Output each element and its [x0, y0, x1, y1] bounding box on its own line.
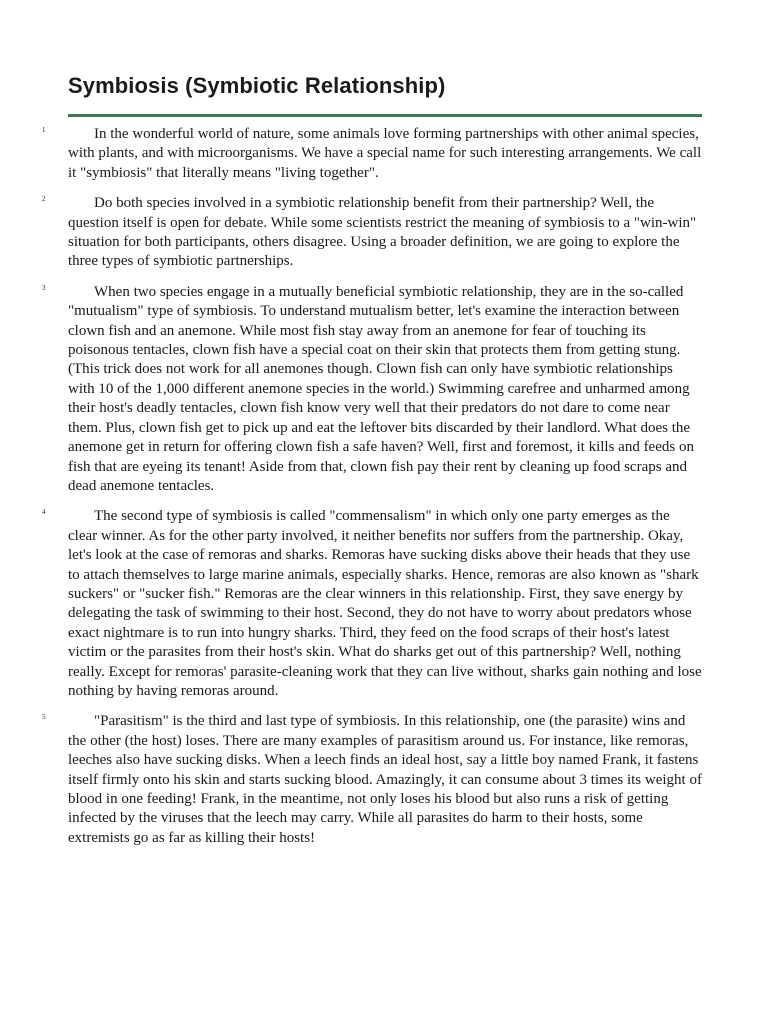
paragraph-1 [42, 125, 702, 183]
paragraph-text: In the wonderful world of nature, some animals love forming partnerships with other animal species, with plants, and with microorganisms. We have a special name for such interesting arrangements. We call it "symbiosis" that literally means "living together". [68, 126, 702, 181]
paragraph-number: 1 [42, 126, 46, 134]
paragraph-number: 5 [42, 713, 46, 722]
paragraph-number: 4 [42, 508, 46, 517]
paragraph-number: 2 [42, 195, 46, 204]
title-divider [68, 114, 702, 117]
paragraph-3 [42, 283, 702, 496]
paragraph-2 [42, 194, 702, 272]
paragraph-text: Do both species involved in a symbiotic relationship benefit from their partnership? Well, the question itself is open for debate. While some scientists restrict the meaning of symbiosis to a "win-win" situation for both participants, others disagree. Using a broader definition, we are going to explore the three types of symbiotic partnerships. [68, 195, 697, 270]
paragraph-text: When two species engage in a mutually beneficial symbiotic relationship, they are in the so-called "mutualism" type of symbiosis. To understand mutualism better, let's examine the interaction between clown fish and an anemone. While most fish stay away from an anemone for fear of touching its poisonous tentacles, clown fish have a special coat on their skin that protects them from getting stung. (This trick does not work for all anemones though. Clown fish can only have symbiotic relationships with 10 of the 1,000 different anemone species in the world.) Swimming carefree and unharmed among their host's deadly tentacles, clown fish know very well that their predators do not dare to come near them. Plus, clown fish get to pick up and eat the leftover bits discarded by their landlord. What does the anemone get in return for offering clown fish a safe haven? Well, first and foremost, it kills and feeds on fish that are eyeing its tenant! Aside from that, clown fish pay their rent by cleaning up food scraps and dead anemone tentacles. [68, 283, 694, 494]
document-title: Symbiosis (Symbiotic Relationship) [68, 73, 446, 98]
paragraph-number: 3 [42, 283, 46, 292]
document-page [42, 70, 702, 859]
paragraph-4 [42, 507, 702, 701]
paragraph-text: The second type of symbiosis is called "commensalism" in which only one party emerges as the clear winner. As for the other party involved, it neither benefits nor suffers from the partnership. Okay, let's look at the case of remoras and sharks. Remoras have sucking disks above their heads that they use to attach themselves to large marine animals, especially sharks. Hence, remoras are also known as "shark suckers" or "sucker fish." Remoras are the clear winners in this relationship. First, they save energy by delegating the task of swimming to their host. Second, they do not have to worry about predators whose exact nightmare is to run into hungry sharks. Third, they feed on the food scraps of their host's latest victim or the parasites from their host's skin. What do sharks get out of this partnership? Well, nothing really. Except for remoras' parasite-cleaning work that they can live without, sharks gain nothing and lose nothing by having remoras around. [68, 508, 702, 699]
paragraph-5 [42, 712, 702, 848]
paragraph-text: "Parasitism" is the third and last type of symbiosis. In this relationship, one (the parasite) wins and the other (the host) loses. There are many examples of parasitism around us. For instance, like remoras, leeches also have sucking disks. When a leech finds an ideal host, say a little boy named Frank, it fastens itself firmly onto his skin and starts sucking blood. Amazingly, it can consume about 3 times its weight of blood in one feeding! Frank, in the meantime, not only loses his blood but also runs a risk of getting infected by the viruses that the leech may carry. While all parasites do harm to their hosts, some extremists go as far as killing their hosts! [68, 713, 702, 846]
article-body [42, 125, 702, 848]
